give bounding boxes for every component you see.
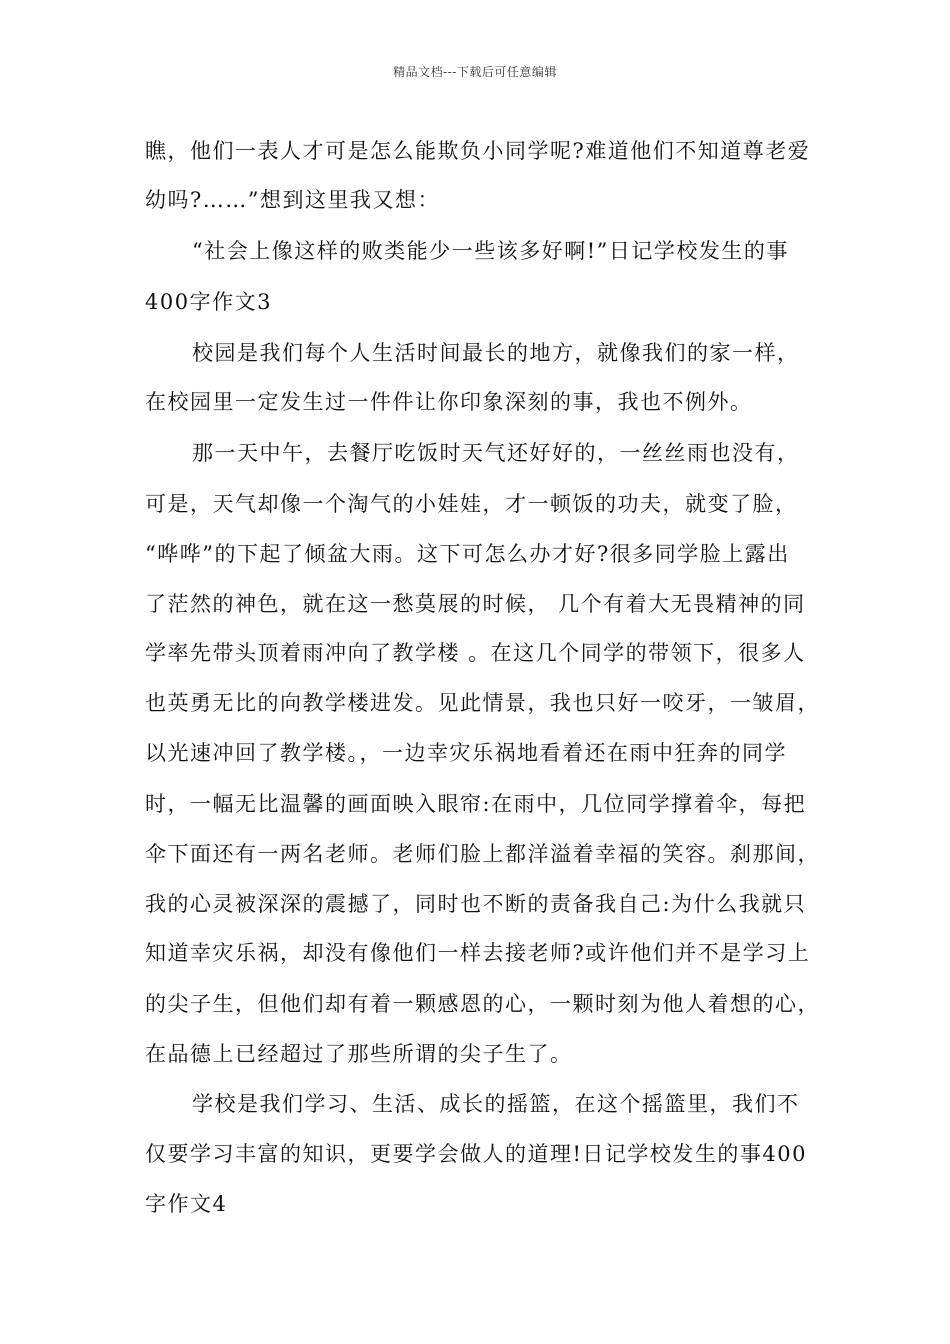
text-line: 时，一幅无比温馨的画面映入眼帘:在雨中，几位同学撑着伞，每把 (145, 792, 807, 816)
text-line: 知道幸灾乐祸，却没有像他们一样去接老师?或许他们并不是学习上 (145, 941, 811, 965)
text-line: 幼吗?……”想到这里我又想： (145, 188, 440, 212)
text-line: 校园是我们每个人生活时间最长的地方，就像我们的家一样， (192, 341, 800, 365)
text-line: 在品德上已经超过了那些所谓的尖子生了。 (145, 1042, 573, 1066)
text-line: 仅要学习丰富的知识，更要学会做人的道理!日记学校发生的事400 (145, 1142, 808, 1166)
page-header: 精品文档---下载后可任意编辑 (393, 65, 557, 79)
text-line: 以光速冲回了教学楼。，一边幸灾乐祸地看着还在雨中狂奔的同学 (145, 741, 787, 765)
text-line: 也英勇无比的向教学楼进发。见此情景，我也只好一咬牙，一皱眉， (145, 691, 820, 715)
text-line: 的尖子生，但他们却有着一颗感恩的心，一颗时刻为他人着想的心， (145, 992, 820, 1016)
text-line: 我的心灵被深深的震撼了，同时也不断的责备我自己:为什么我就只 (145, 892, 807, 916)
text-line: 400字作文3 (145, 290, 272, 314)
text-line: 字作文4 (145, 1192, 228, 1216)
text-line: “社会上像这样的败类能少一些该多好啊!”日记学校发生的事 (192, 239, 789, 263)
text-line: 瞧，他们一表人才可是怎么能欺负小同学呢?难道他们不知道尊老爱 (145, 139, 811, 163)
text-line: 学率先带头顶着雨冲向了教学楼 。在这几个同学的带领下，很多人 (145, 641, 806, 665)
text-line: “哗哗”的下起了倾盆大雨。这下可怎么办才好?很多同学脸上露出 (145, 542, 790, 566)
text-line: 那一天中午，去餐厅吃饭时天气还好好的，一丝丝雨也没有， (192, 441, 800, 465)
text-line: 了茫然的神色，就在这一愁莫展的时候， 几个有着大无畏精神的同 (145, 592, 806, 616)
text-line: 伞下面还有一两名老师。老师们脸上都洋溢着幸福的笑容。刹那间， (145, 842, 820, 866)
text-line: 在校园里一定发生过一件件让你印象深刻的事，我也不例外。 (145, 390, 753, 414)
text-line: 学校是我们学习、生活、成长的摇篮，在这个摇篮里，我们不 (192, 1092, 800, 1116)
text-line: 可是，天气却像一个淘气的小娃娃，才一顿饭的功夫，就变了脸， (145, 492, 798, 516)
